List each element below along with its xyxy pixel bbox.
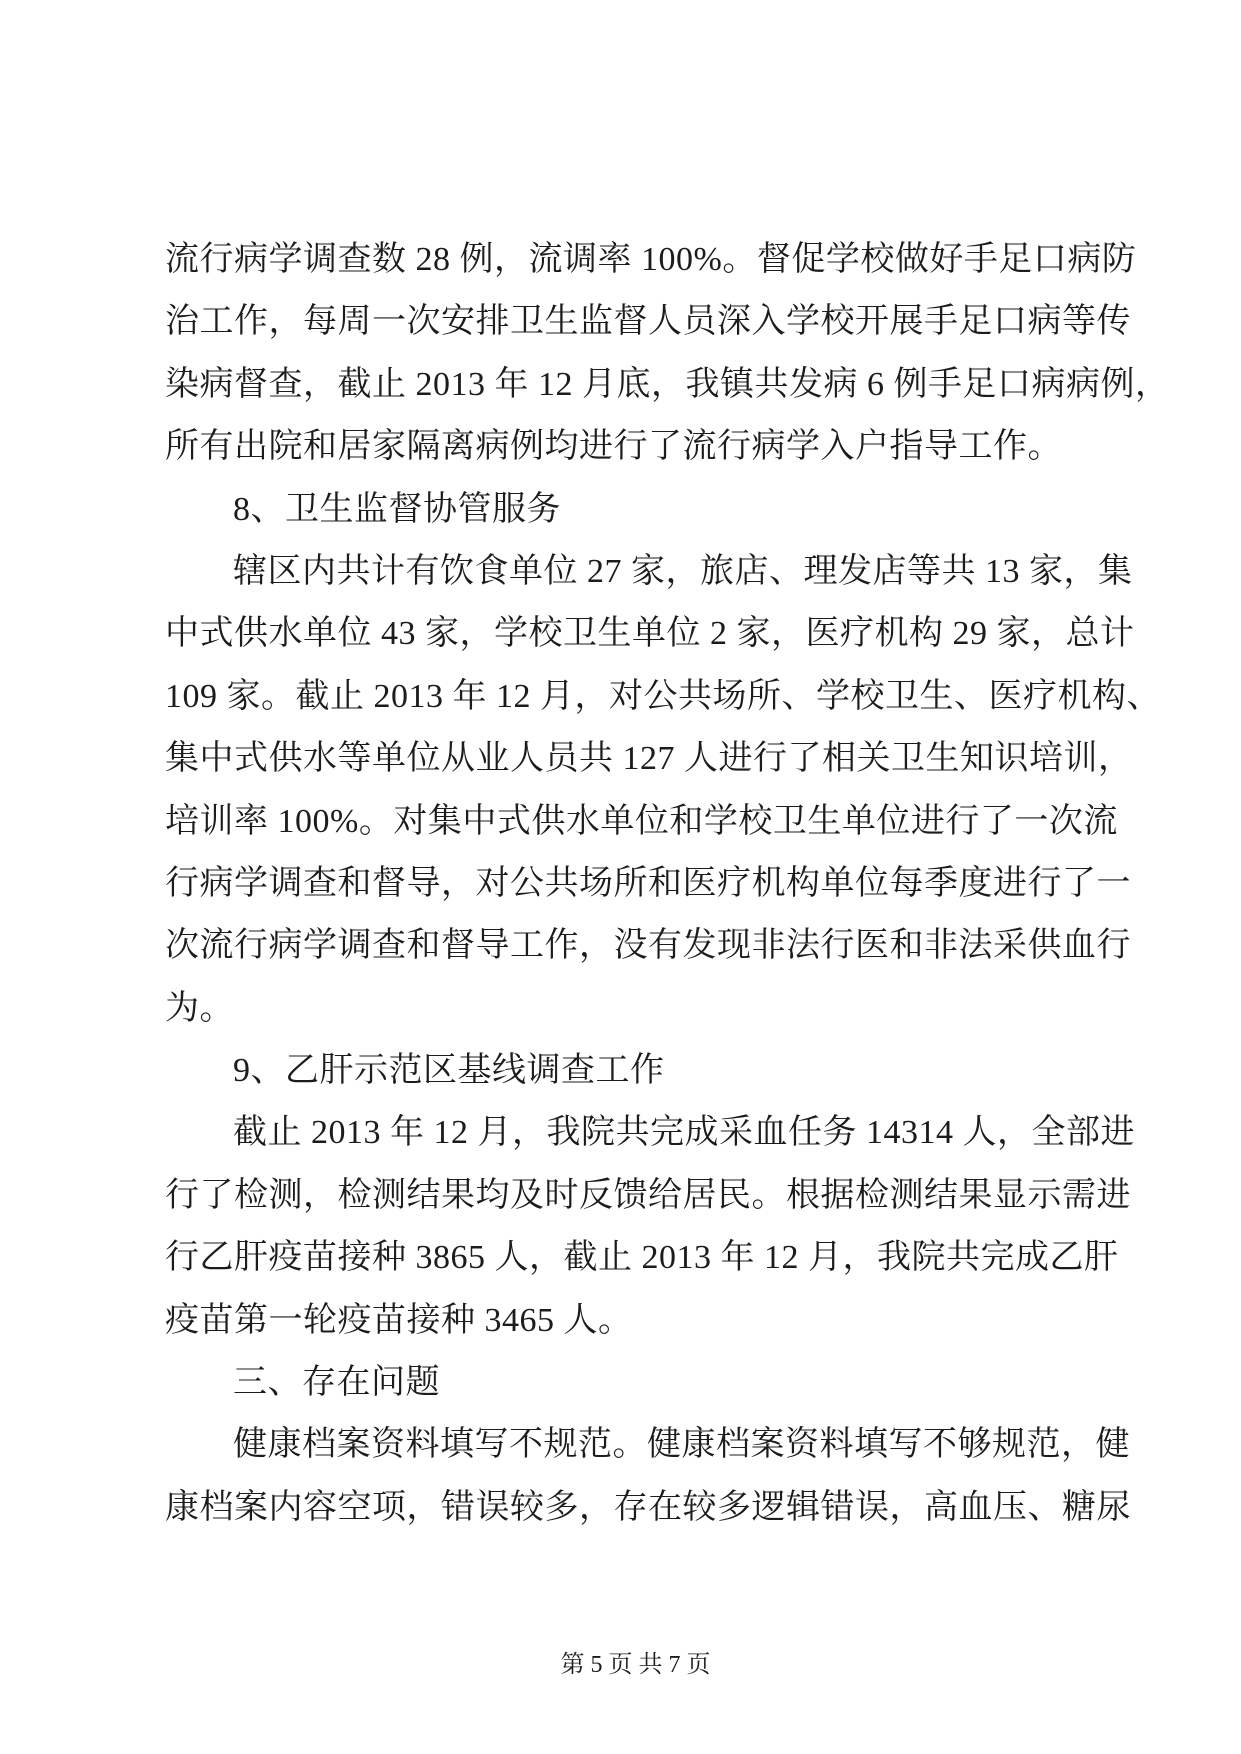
text-line: 行病学调查和督导，对公共场所和医疗机构单位每季度进行了一 xyxy=(165,864,1131,902)
heading-line: 9、乙肝示范区基线调查工作 xyxy=(233,1052,665,1090)
text-line: 行了检测，检测结果均及时反馈给居民。根据检测结果显示需进 xyxy=(165,1176,1131,1214)
text-line: 所有出院和居家隔离病例均进行了流行病学入户指导工作。 xyxy=(165,428,1062,466)
text-line: 培训率 100%。对集中式供水单位和学校卫生单位进行了一次流 xyxy=(165,802,1118,840)
text-line: 治工作，每周一次安排卫生监督人员深入学校开展手足口病等传 xyxy=(165,303,1131,341)
text-line: 中式供水单位 43 家，学校卫生单位 2 家，医疗机构 29 家，总计 xyxy=(165,615,1135,653)
text-line: 康档案内容空项，错误较多，存在较多逻辑错误，高血压、糖尿 xyxy=(165,1488,1131,1526)
text-line: 健康档案资料填写不规范。健康档案资料填写不够规范，健 xyxy=(233,1426,1130,1464)
text-line: 集中式供水等单位从业人员共 127 人进行了相关卫生知识培训， xyxy=(165,740,1133,778)
page-number-label: 第 5 页 共 7 页 xyxy=(560,1652,711,1678)
text-line: 截止 2013 年 12 月，我院共完成采血任务 14314 人，全部进 xyxy=(233,1114,1135,1152)
text-line: 流行病学调查数 28 例，流调率 100%。督促学校做好手足口病防 xyxy=(165,241,1137,278)
document-body xyxy=(165,229,1170,1539)
text-line: 为。 xyxy=(165,989,234,1027)
text-line: 染病督查，截止 2013 年 12 月底，我镇共发病 6 例手足口病病例， xyxy=(165,365,1170,403)
heading-line: 8、卫生监督协管服务 xyxy=(233,490,561,528)
text-line: 疫苗第一轮疫苗接种 3465 人。 xyxy=(165,1301,633,1339)
text-line: 次流行病学调查和督导工作，没有发现非法行医和非法采供血行 xyxy=(165,927,1131,965)
text-line: 行乙肝疫苗接种 3865 人，截止 2013 年 12 月，我院共完成乙肝 xyxy=(165,1239,1119,1277)
heading-line: 三、存在问题 xyxy=(233,1364,440,1402)
text-line: 109 家。截止 2013 年 12 月，对公共场所、学校卫生、医疗机构、 xyxy=(165,677,1161,715)
page-footer xyxy=(165,1617,1082,1713)
text-line: 辖区内共计有饮食单位 27 家，旅店、理发店等共 13 家，集 xyxy=(233,552,1133,590)
